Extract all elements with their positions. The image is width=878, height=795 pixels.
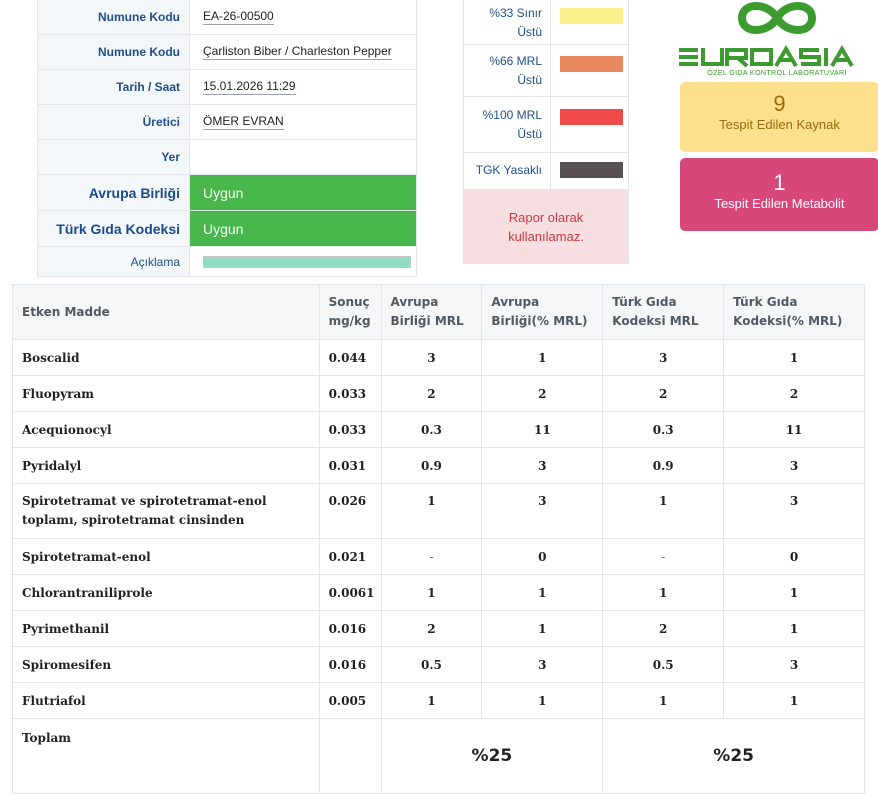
logo-subtitle: ÖZEL GIDA KONTROL LABORATUVARI <box>707 68 847 77</box>
eu-mrl-value: 1 <box>381 484 482 539</box>
tgk-pct-value: 3 <box>724 647 865 683</box>
results-table <box>12 284 865 794</box>
tgk-pct-value: 3 <box>724 448 865 484</box>
legend-swatch-33 <box>560 8 623 24</box>
eu-total-percent: %25 <box>381 719 603 794</box>
eu-pct-value: 1 <box>482 575 603 611</box>
euroasia-logo <box>676 0 878 80</box>
total-row <box>13 719 865 794</box>
location-row <box>38 140 416 175</box>
aciklama-field[interactable] <box>203 256 411 268</box>
col-header-result: Sonuç mg/kg <box>319 285 381 340</box>
legend-swatch-tgk <box>560 162 623 178</box>
eu-status-row <box>38 175 416 210</box>
field-label: Numune Kodu <box>38 0 190 34</box>
table-row <box>13 448 865 484</box>
eu-mrl-value: 0.9 <box>381 448 482 484</box>
field-label: Yer <box>38 140 190 174</box>
eu-mrl-value: 0.5 <box>381 647 482 683</box>
eu-pct-value: 1 <box>482 611 603 647</box>
sample-code-field[interactable]: EA-26-00500 <box>203 9 274 23</box>
field-label: Numune Kodu <box>38 35 190 69</box>
col-header-eu-mrl: Avrupa Birliği MRL <box>381 285 482 340</box>
tgk-mrl-value: 2 <box>603 611 724 647</box>
tgk-status-badge: Uygun <box>190 211 416 246</box>
tgk-mrl-value: 1 <box>603 484 724 539</box>
tgk-mrl-value: 1 <box>603 575 724 611</box>
result-value: 0.033 <box>319 412 381 448</box>
tgk-mrl-value: 1 <box>603 683 724 719</box>
sample-product-row <box>38 35 416 70</box>
table-row <box>13 611 865 647</box>
producer-field[interactable]: ÖMER EVRAN <box>203 114 284 128</box>
tgk-pct-value: 1 <box>724 340 865 376</box>
col-header-eu-pct: Avrupa Birliği(% MRL) <box>482 285 603 340</box>
sample-product-field[interactable]: Çarliston Biber / Charleston Pepper <box>203 44 392 58</box>
substance-name: Chlorantraniliprole <box>13 575 320 611</box>
detected-metabolites-label: Tespit Edilen Metabolit <box>714 196 845 211</box>
report-unusable-notice: Rapor olarak kullanılamaz. <box>464 189 628 263</box>
tgk-pct-value: 3 <box>724 484 865 539</box>
eu-pct-value: 3 <box>482 484 603 539</box>
tgk-mrl-value: - <box>603 539 724 575</box>
col-header-tgk-pct: Türk Gıda Kodeksi(% MRL) <box>724 285 865 340</box>
tgk-pct-value: 2 <box>724 376 865 412</box>
eu-label: Avrupa Birliği <box>38 175 190 210</box>
substance-name: Pyrimethanil <box>13 611 320 647</box>
sample-info-panel <box>37 0 417 277</box>
tgk-total-percent: %25 <box>603 719 865 794</box>
eu-pct-value: 0 <box>482 539 603 575</box>
legend-label: Üstü <box>517 73 542 87</box>
result-value: 0.0061 <box>319 575 381 611</box>
result-value: 0.005 <box>319 683 381 719</box>
legend-swatch-66 <box>560 56 623 72</box>
sample-code-row <box>38 0 416 35</box>
tgk-pct-value: 11 <box>724 412 865 448</box>
tgk-mrl-value: 0.9 <box>603 448 724 484</box>
table-row <box>13 647 865 683</box>
aciklama-row <box>38 246 416 276</box>
date-time-field[interactable]: 15.01.2026 11:29 <box>203 79 296 93</box>
substance-name: Pyridalyl <box>13 448 320 484</box>
aciklama-label: Açıklama <box>38 247 190 276</box>
eu-pct-value: 1 <box>482 340 603 376</box>
table-header-row <box>13 285 865 340</box>
result-value: 0.016 <box>319 647 381 683</box>
legend-label: %66 MRL <box>489 54 542 68</box>
legend-item <box>464 153 628 191</box>
detected-sources-count: 9 <box>773 91 786 116</box>
legend-label: %100 MRL <box>482 108 542 122</box>
legend-swatch-100 <box>560 109 623 125</box>
eu-mrl-value: 3 <box>381 340 482 376</box>
substance-name: Spirotetramat-enol <box>13 539 320 575</box>
result-value: 0.021 <box>319 539 381 575</box>
legend-item <box>464 97 628 153</box>
result-value: 0.033 <box>319 376 381 412</box>
field-label: Tarih / Saat <box>38 70 190 104</box>
eu-mrl-value: 1 <box>381 683 482 719</box>
legend-label: %33 Sınır <box>489 6 542 20</box>
eu-pct-value: 1 <box>482 683 603 719</box>
legend-label: TGK Yasaklı <box>475 163 542 177</box>
tgk-mrl-value: 0.3 <box>603 412 724 448</box>
tgk-pct-value: 1 <box>724 575 865 611</box>
substance-name: Flutriafol <box>13 683 320 719</box>
eu-pct-value: 3 <box>482 448 603 484</box>
substance-name: Spirotetramat ve spirotetramat-enol toplamı, spirotetramat cinsinden <box>13 484 320 539</box>
eu-mrl-value: 0.3 <box>381 412 482 448</box>
producer-row <box>38 105 416 140</box>
result-value: 0.044 <box>319 340 381 376</box>
tgk-mrl-value: 0.5 <box>603 647 724 683</box>
tgk-pct-value: 0 <box>724 539 865 575</box>
tgk-mrl-value: 2 <box>603 376 724 412</box>
eu-pct-value: 2 <box>482 376 603 412</box>
eu-status-badge: Uygun <box>190 175 416 210</box>
field-label: Üretici <box>38 105 190 139</box>
detected-sources-label: Tespit Edilen Kaynak <box>719 117 840 132</box>
col-header-tgk-mrl: Türk Gıda Kodeksi MRL <box>603 285 724 340</box>
eu-mrl-value: 2 <box>381 376 482 412</box>
substance-name: Boscalid <box>13 340 320 376</box>
table-row <box>13 683 865 719</box>
substance-name: Spiromesifen <box>13 647 320 683</box>
table-row <box>13 412 865 448</box>
tgk-mrl-value: 3 <box>603 340 724 376</box>
eu-pct-value: 11 <box>482 412 603 448</box>
substance-name: Fluopyram <box>13 376 320 412</box>
table-row <box>13 575 865 611</box>
total-label: Toplam <box>13 719 320 794</box>
table-row <box>13 484 865 539</box>
eu-mrl-value: - <box>381 539 482 575</box>
date-time-row <box>38 70 416 105</box>
tgk-pct-value: 1 <box>724 611 865 647</box>
logo-infinity-icon <box>676 0 878 80</box>
result-value: 0.016 <box>319 611 381 647</box>
legend-item <box>464 0 628 45</box>
table-row <box>13 376 865 412</box>
table-row <box>13 539 865 575</box>
eu-mrl-value: 2 <box>381 611 482 647</box>
tgk-label: Türk Gıda Kodeksi <box>38 211 190 246</box>
detected-metabolites-count: 1 <box>773 170 786 195</box>
detected-metabolites-card <box>680 158 878 231</box>
eu-mrl-value: 1 <box>381 575 482 611</box>
substance-name: Acequionocyl <box>13 412 320 448</box>
col-header-active-substance: Etken Madde <box>13 285 320 340</box>
legend-label: Üstü <box>517 25 542 39</box>
tgk-pct-value: 1 <box>724 683 865 719</box>
result-value: 0.031 <box>319 448 381 484</box>
location-field[interactable] <box>190 140 416 174</box>
result-value: 0.026 <box>319 484 381 539</box>
eu-pct-value: 3 <box>482 647 603 683</box>
limit-legend <box>463 0 629 264</box>
detected-sources-card <box>680 82 878 152</box>
tgk-status-row <box>38 210 416 246</box>
legend-label: Üstü <box>517 127 542 141</box>
table-row <box>13 340 865 376</box>
legend-item <box>464 45 628 97</box>
